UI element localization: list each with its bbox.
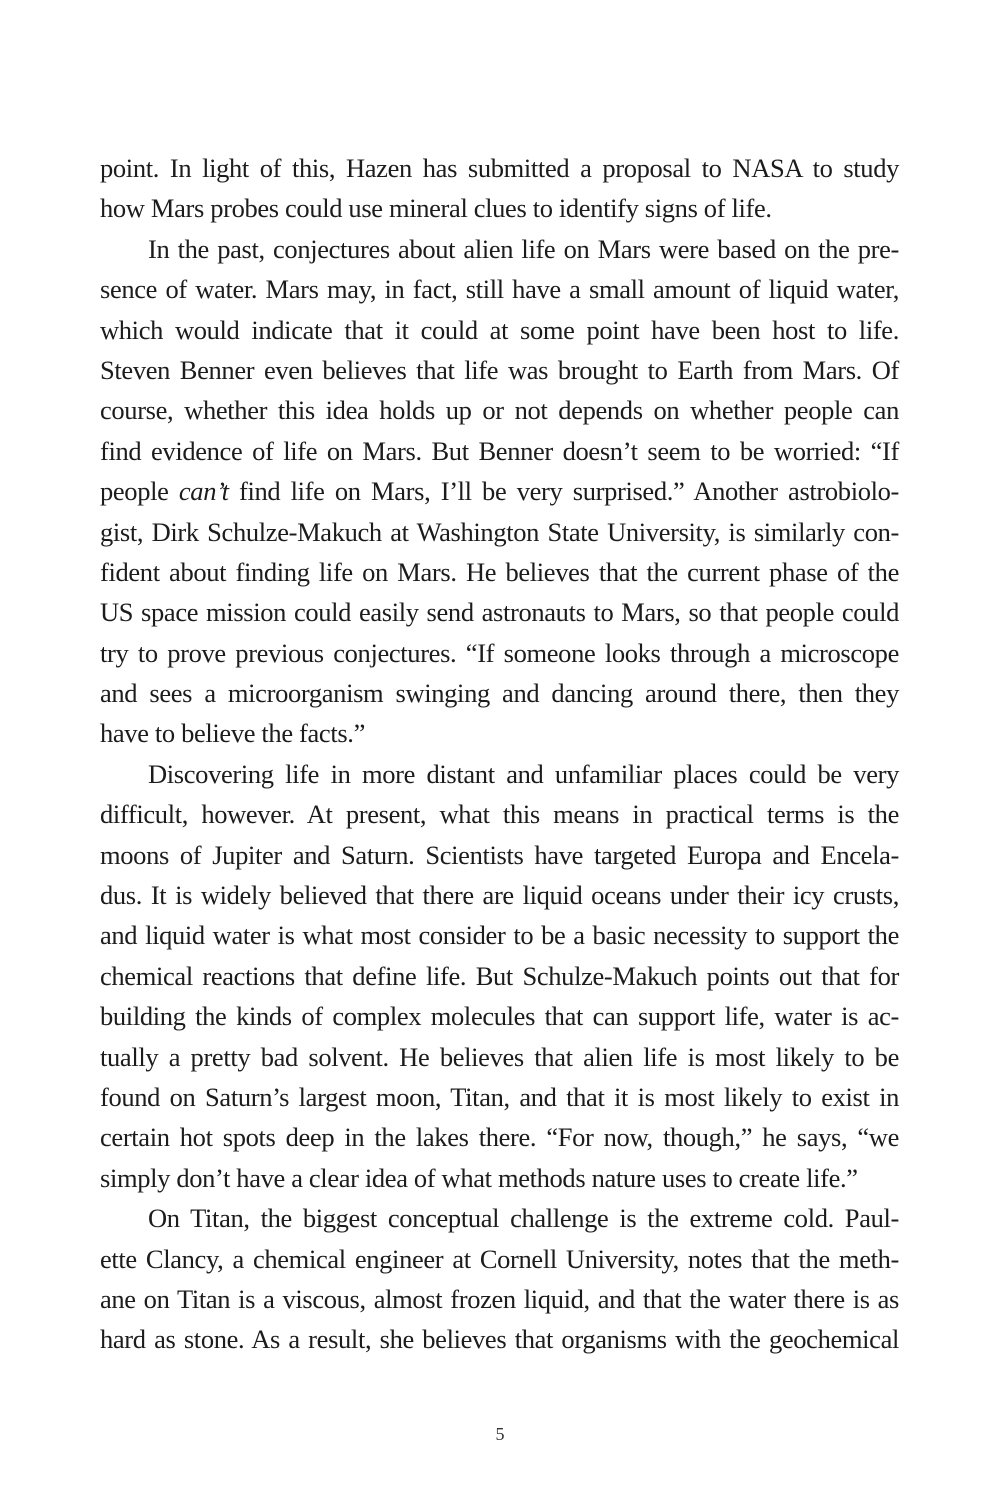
text-line: simply don’t have a clear idea of what methods nature uses to create life.” — [100, 1162, 858, 1193]
text-line: find evidence of life on Mars. But Benner doesn’t seem to be worried: “If — [100, 435, 899, 466]
page-number: 5 — [495, 1424, 505, 1444]
text-line: In the past, conjectures about alien life on Mars were based on the pre- — [148, 233, 899, 264]
text-line: dus. It is widely believed that there are liquid oceans under their icy crusts, — [100, 880, 899, 911]
text-line: building the kinds of complex molecules that can support life, water is ac- — [100, 1001, 899, 1032]
text-segment: people — [100, 476, 179, 507]
text-line: tually a pretty bad solvent. He believes that alien life is most likely to be — [100, 1041, 899, 1072]
text-line: point. In light of this, Hazen has submitted a proposal to NASA to study — [100, 153, 899, 183]
text-line: difficult, however. At present, what this means in practical terms is the — [100, 799, 899, 830]
text-line: course, whether this idea holds up or not depends on whether people can — [100, 395, 899, 426]
paragraph — [100, 229, 899, 754]
text-line: moons of Jupiter and Saturn. Scientists have targeted Europa and Encela- — [100, 839, 899, 870]
text-line: gist, Dirk Schulze-Makuch at Washington State University, is similarly con- — [100, 516, 899, 547]
emphasized-text: can’t — [178, 476, 229, 507]
text-line: US space mission could easily send astronauts to Mars, so that people could — [100, 597, 899, 628]
text-line: try to prove previous conjectures. “If someone looks through a microscope — [100, 637, 899, 668]
text-line: and liquid water is what most consider to be a basic necessity to support the — [100, 920, 899, 951]
paragraph — [100, 1198, 899, 1360]
paragraph — [100, 148, 899, 229]
text-line: fident about finding life on Mars. He believes that the current phase of the — [100, 556, 899, 587]
paragraph — [100, 754, 899, 1198]
text-line: which would indicate that it could at some point have been host to life. — [100, 314, 899, 345]
text-line: how Mars probes could use mineral clues to identify signs of life. — [100, 193, 772, 224]
text-line: hard as stone. As a result, she believes that organisms with the geochemical — [100, 1324, 899, 1355]
text-line: found on Saturn’s largest moon, Titan, and that it is most likely to exist in — [100, 1081, 899, 1112]
text-line: have to believe the facts.” — [100, 718, 365, 749]
text-line: On Titan, the biggest conceptual challenge is the extreme cold. Paul- — [148, 1203, 899, 1234]
text-line: Steven Benner even believes that life was brought to Earth from Mars. Of — [100, 354, 899, 385]
page-body — [100, 148, 899, 1360]
text-line: Discovering life in more distant and unfamiliar places could be very — [148, 758, 899, 789]
text-segment: find life on Mars, I’ll be very surprised.” Another astrobiolo- — [228, 476, 899, 507]
text-line: ette Clancy, a chemical engineer at Cornell University, notes that the meth- — [100, 1243, 899, 1274]
text-line: certain hot spots deep in the lakes there. “For now, though,” he says, “we — [100, 1122, 899, 1153]
text-line: and sees a microorganism swinging and dancing around there, then they — [100, 678, 899, 709]
text-line: chemical reactions that define life. But Schulze-Makuch points out that for — [100, 960, 899, 991]
text-line: ane on Titan is a viscous, almost frozen liquid, and that the water there is as — [100, 1283, 899, 1314]
text-line — [100, 471, 899, 511]
text-line: sence of water. Mars may, in fact, still have a small amount of liquid water, — [100, 274, 899, 305]
